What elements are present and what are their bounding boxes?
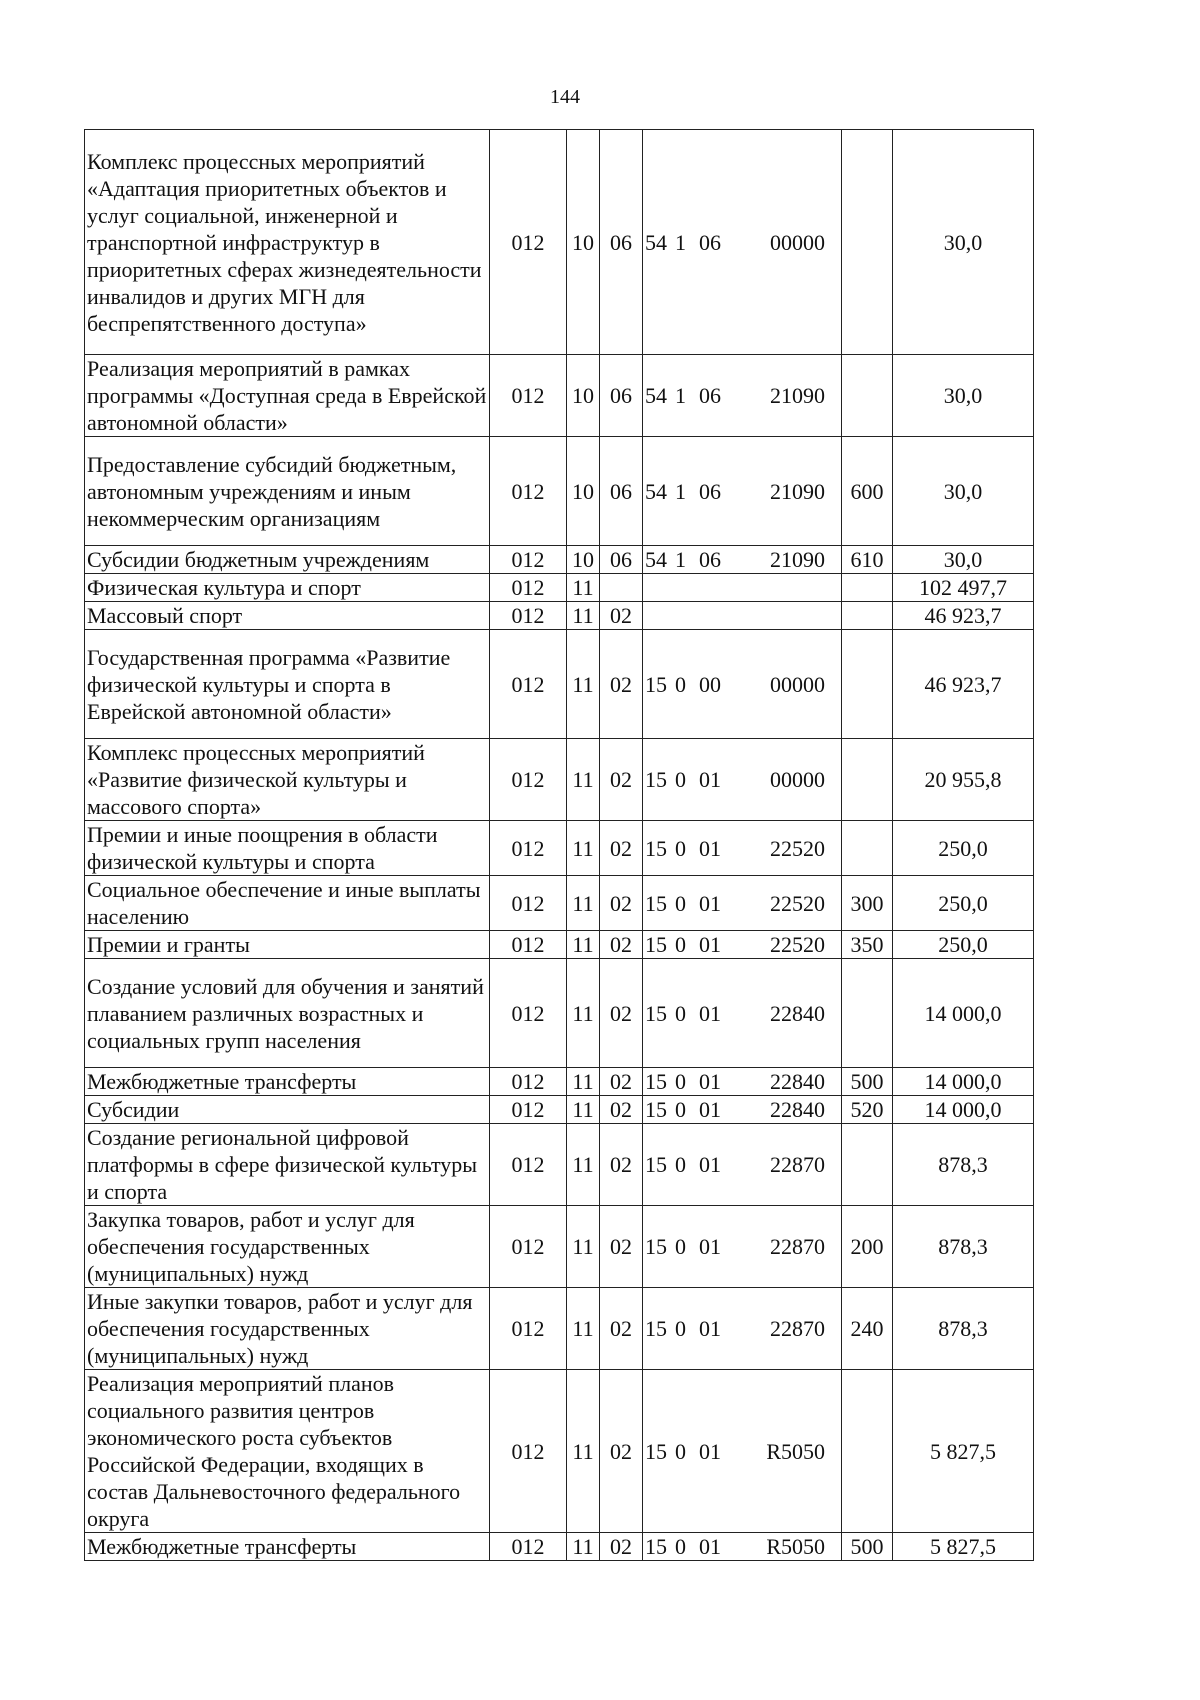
table-row	[85, 1096, 1034, 1124]
type-code: 0	[675, 1152, 686, 1177]
amount: 14 000,0	[893, 1068, 1034, 1096]
expense-type-code: 610	[842, 546, 893, 574]
budget-table-body	[85, 130, 1034, 1561]
budget-table	[84, 129, 1034, 1561]
subsection-code: 02	[600, 1124, 643, 1206]
activity-code: 01	[699, 932, 721, 957]
grbs-code: 012	[490, 1124, 567, 1206]
amount: 250,0	[893, 931, 1034, 959]
expense-type-code: 500	[842, 1533, 893, 1561]
subsection-code	[600, 574, 643, 602]
target-article-code	[643, 602, 842, 630]
expense-type-code	[842, 821, 893, 876]
direction-code: R5050	[766, 1438, 825, 1464]
expense-type-code: 600	[842, 437, 893, 546]
direction-code: 22520	[770, 890, 825, 916]
subsection-code: 02	[600, 821, 643, 876]
table-row	[85, 130, 1034, 355]
activity-code: 01	[699, 1316, 721, 1341]
subsection-code: 06	[600, 546, 643, 574]
type-code: 1	[675, 478, 686, 504]
direction-code: 21090	[770, 383, 825, 408]
program-code: 15	[645, 932, 667, 957]
target-article-code	[643, 1288, 842, 1370]
section-code: 11	[567, 1533, 600, 1561]
type-code: 1	[675, 383, 686, 408]
expense-type-code: 240	[842, 1288, 893, 1370]
section-code: 11	[567, 821, 600, 876]
program-code: 54	[645, 478, 667, 504]
subsection-code: 02	[600, 1533, 643, 1561]
target-article-code	[643, 1370, 842, 1533]
section-code: 11	[567, 574, 600, 602]
grbs-code: 012	[490, 739, 567, 821]
type-code: 0	[675, 1316, 686, 1341]
activity-code: 06	[699, 383, 721, 408]
type-code: 0	[675, 671, 686, 697]
subsection-code: 02	[600, 876, 643, 931]
expense-type-code	[842, 959, 893, 1068]
section-code: 11	[567, 739, 600, 821]
section-code: 11	[567, 1096, 600, 1124]
target-article-code	[643, 1096, 842, 1124]
target-article-code	[643, 959, 842, 1068]
expense-type-code	[842, 1370, 893, 1533]
subsection-code: 02	[600, 739, 643, 821]
grbs-code: 012	[490, 630, 567, 739]
table-row	[85, 1288, 1034, 1370]
target-article-code	[643, 1533, 842, 1561]
target-article-code	[643, 1206, 842, 1288]
amount: 5 827,5	[893, 1370, 1034, 1533]
section-code: 11	[567, 602, 600, 630]
table-row	[85, 574, 1034, 602]
subsection-code: 06	[600, 130, 643, 355]
direction-code: 22840	[770, 1097, 825, 1122]
program-code: 15	[645, 671, 667, 697]
row-name: Закупка товаров, работ и услуг для обеспечения государственных (муниципальных) нужд	[85, 1206, 490, 1288]
section-code: 11	[567, 1068, 600, 1096]
row-name: Физическая культура и спорт	[85, 574, 490, 602]
type-code: 0	[675, 767, 686, 792]
row-name: Создание условий для обучения и занятий плаванием различных возрастных и социальных групп населения	[85, 959, 490, 1068]
target-article-code	[643, 931, 842, 959]
section-code: 11	[567, 959, 600, 1068]
row-name: Комплекс процессных мероприятий «Адаптация приоритетных объектов и услуг социальной, инженерной и транспортной инфраструктур в приоритетных сферах жизнедеятельности инвалидов и других МГН для беспрепятственного доступа»	[85, 130, 490, 355]
subsection-code: 02	[600, 630, 643, 739]
activity-code: 06	[699, 229, 721, 255]
target-article-code	[643, 1068, 842, 1096]
direction-code: 22870	[770, 1316, 825, 1341]
activity-code: 01	[699, 1234, 721, 1259]
subsection-code: 02	[600, 1206, 643, 1288]
activity-code: 01	[699, 835, 721, 861]
type-code: 0	[675, 1069, 686, 1094]
amount: 14 000,0	[893, 959, 1034, 1068]
program-code: 15	[645, 1234, 667, 1259]
grbs-code: 012	[490, 959, 567, 1068]
expense-type-code: 350	[842, 931, 893, 959]
grbs-code: 012	[490, 1370, 567, 1533]
type-code: 0	[675, 1438, 686, 1464]
amount: 878,3	[893, 1288, 1034, 1370]
row-name: Субсидии бюджетным учреждениям	[85, 546, 490, 574]
grbs-code: 012	[490, 602, 567, 630]
target-article-code	[643, 1124, 842, 1206]
amount: 30,0	[893, 437, 1034, 546]
table-row	[85, 437, 1034, 546]
amount: 20 955,8	[893, 739, 1034, 821]
subsection-code: 02	[600, 959, 643, 1068]
target-article-code	[643, 355, 842, 437]
grbs-code: 012	[490, 574, 567, 602]
row-name: Премии и гранты	[85, 931, 490, 959]
expense-type-code	[842, 355, 893, 437]
direction-code: 22520	[770, 835, 825, 861]
program-code: 54	[645, 229, 667, 255]
amount: 5 827,5	[893, 1533, 1034, 1561]
direction-code: R5050	[766, 1534, 825, 1559]
subsection-code: 02	[600, 602, 643, 630]
table-row	[85, 1068, 1034, 1096]
row-name: Социальное обеспечение и иные выплаты населению	[85, 876, 490, 931]
target-article-code	[643, 546, 842, 574]
activity-code: 01	[699, 1534, 721, 1559]
amount: 46 923,7	[893, 602, 1034, 630]
target-article-code	[643, 630, 842, 739]
expense-type-code	[842, 602, 893, 630]
expense-type-code	[842, 130, 893, 355]
subsection-code: 06	[600, 355, 643, 437]
amount: 30,0	[893, 355, 1034, 437]
activity-code: 01	[699, 1069, 721, 1094]
subsection-code: 02	[600, 931, 643, 959]
expense-type-code	[842, 739, 893, 821]
section-code: 11	[567, 876, 600, 931]
target-article-code	[643, 130, 842, 355]
program-code: 15	[645, 1097, 667, 1122]
amount: 250,0	[893, 821, 1034, 876]
table-row	[85, 1124, 1034, 1206]
program-code: 15	[645, 767, 667, 792]
program-code: 15	[645, 1438, 667, 1464]
program-code: 54	[645, 547, 667, 572]
grbs-code: 012	[490, 437, 567, 546]
direction-code: 21090	[770, 547, 825, 572]
grbs-code: 012	[490, 931, 567, 959]
section-code: 11	[567, 1370, 600, 1533]
direction-code: 21090	[770, 478, 825, 504]
type-code: 0	[675, 932, 686, 957]
section-code: 10	[567, 130, 600, 355]
expense-type-code: 200	[842, 1206, 893, 1288]
amount: 30,0	[893, 546, 1034, 574]
amount: 878,3	[893, 1124, 1034, 1206]
table-row	[85, 876, 1034, 931]
program-code: 15	[645, 1534, 667, 1559]
table-row	[85, 1370, 1034, 1533]
table-row	[85, 821, 1034, 876]
target-article-code	[643, 739, 842, 821]
target-article-code	[643, 574, 842, 602]
grbs-code: 012	[490, 1533, 567, 1561]
activity-code: 01	[699, 1000, 721, 1026]
program-code: 54	[645, 383, 667, 408]
expense-type-code: 500	[842, 1068, 893, 1096]
table-row	[85, 1206, 1034, 1288]
activity-code: 06	[699, 547, 721, 572]
expense-type-code	[842, 1124, 893, 1206]
row-name: Массовый спорт	[85, 602, 490, 630]
activity-code: 06	[699, 478, 721, 504]
grbs-code: 012	[490, 1288, 567, 1370]
program-code: 15	[645, 1152, 667, 1177]
direction-code: 22520	[770, 932, 825, 957]
section-code: 10	[567, 355, 600, 437]
program-code: 15	[645, 835, 667, 861]
section-code: 10	[567, 546, 600, 574]
program-code: 15	[645, 1000, 667, 1026]
expense-type-code: 520	[842, 1096, 893, 1124]
grbs-code: 012	[490, 355, 567, 437]
row-name: Реализация мероприятий в рамках программы «Доступная среда в Еврейской автономной области»	[85, 355, 490, 437]
amount: 250,0	[893, 876, 1034, 931]
table-row	[85, 630, 1034, 739]
activity-code: 01	[699, 1152, 721, 1177]
activity-code: 01	[699, 890, 721, 916]
row-name: Премии и иные поощрения в области физической культуры и спорта	[85, 821, 490, 876]
type-code: 1	[675, 229, 686, 255]
table-row	[85, 959, 1034, 1068]
row-name: Реализация мероприятий планов социального развития центров экономического роста субъектов Российской Федерации, входящих в состав Дальневосточного федерального округа	[85, 1370, 490, 1533]
table-row	[85, 546, 1034, 574]
direction-code: 22870	[770, 1152, 825, 1177]
amount: 30,0	[893, 130, 1034, 355]
grbs-code: 012	[490, 1206, 567, 1288]
row-name: Комплекс процессных мероприятий «Развитие физической культуры и массового спорта»	[85, 739, 490, 821]
type-code: 0	[675, 1097, 686, 1122]
type-code: 0	[675, 890, 686, 916]
grbs-code: 012	[490, 130, 567, 355]
row-name: Межбюджетные трансферты	[85, 1533, 490, 1561]
row-name: Межбюджетные трансферты	[85, 1068, 490, 1096]
amount: 102 497,7	[893, 574, 1034, 602]
subsection-code: 02	[600, 1370, 643, 1533]
subsection-code: 02	[600, 1096, 643, 1124]
section-code: 10	[567, 437, 600, 546]
table-row	[85, 355, 1034, 437]
direction-code: 00000	[770, 671, 825, 697]
activity-code: 01	[699, 767, 721, 792]
table-row	[85, 602, 1034, 630]
direction-code: 22840	[770, 1000, 825, 1026]
direction-code: 22840	[770, 1069, 825, 1094]
activity-code: 01	[699, 1097, 721, 1122]
expense-type-code	[842, 630, 893, 739]
row-name: Предоставление субсидий бюджетным, автономным учреждениям и иным некоммерческим организациям	[85, 437, 490, 546]
grbs-code: 012	[490, 876, 567, 931]
section-code: 11	[567, 931, 600, 959]
type-code: 0	[675, 1000, 686, 1026]
amount: 46 923,7	[893, 630, 1034, 739]
row-name: Государственная программа «Развитие физической культуры и спорта в Еврейской автономной области»	[85, 630, 490, 739]
grbs-code: 012	[490, 1096, 567, 1124]
section-code: 11	[567, 630, 600, 739]
grbs-code: 012	[490, 546, 567, 574]
row-name: Субсидии	[85, 1096, 490, 1124]
subsection-code: 02	[600, 1068, 643, 1096]
page-number: 144	[550, 86, 580, 108]
activity-code: 01	[699, 1438, 721, 1464]
table-row	[85, 1533, 1034, 1561]
grbs-code: 012	[490, 1068, 567, 1096]
section-code: 11	[567, 1206, 600, 1288]
expense-type-code	[842, 574, 893, 602]
direction-code: 00000	[770, 767, 825, 792]
table-row	[85, 739, 1034, 821]
program-code: 15	[645, 1069, 667, 1094]
target-article-code	[643, 437, 842, 546]
activity-code: 00	[699, 671, 721, 697]
program-code: 15	[645, 1316, 667, 1341]
grbs-code: 012	[490, 821, 567, 876]
section-code: 11	[567, 1288, 600, 1370]
table-row	[85, 931, 1034, 959]
subsection-code: 06	[600, 437, 643, 546]
type-code: 1	[675, 547, 686, 572]
type-code: 0	[675, 1234, 686, 1259]
type-code: 0	[675, 835, 686, 861]
section-code: 11	[567, 1124, 600, 1206]
amount: 878,3	[893, 1206, 1034, 1288]
target-article-code	[643, 821, 842, 876]
row-name: Иные закупки товаров, работ и услуг для обеспечения государственных (муниципальных) нужд	[85, 1288, 490, 1370]
amount: 14 000,0	[893, 1096, 1034, 1124]
row-name: Создание региональной цифровой платформы в сфере физической культуры и спорта	[85, 1124, 490, 1206]
type-code: 0	[675, 1534, 686, 1559]
direction-code: 00000	[770, 229, 825, 255]
target-article-code	[643, 876, 842, 931]
subsection-code: 02	[600, 1288, 643, 1370]
expense-type-code: 300	[842, 876, 893, 931]
direction-code: 22870	[770, 1234, 825, 1259]
program-code: 15	[645, 890, 667, 916]
